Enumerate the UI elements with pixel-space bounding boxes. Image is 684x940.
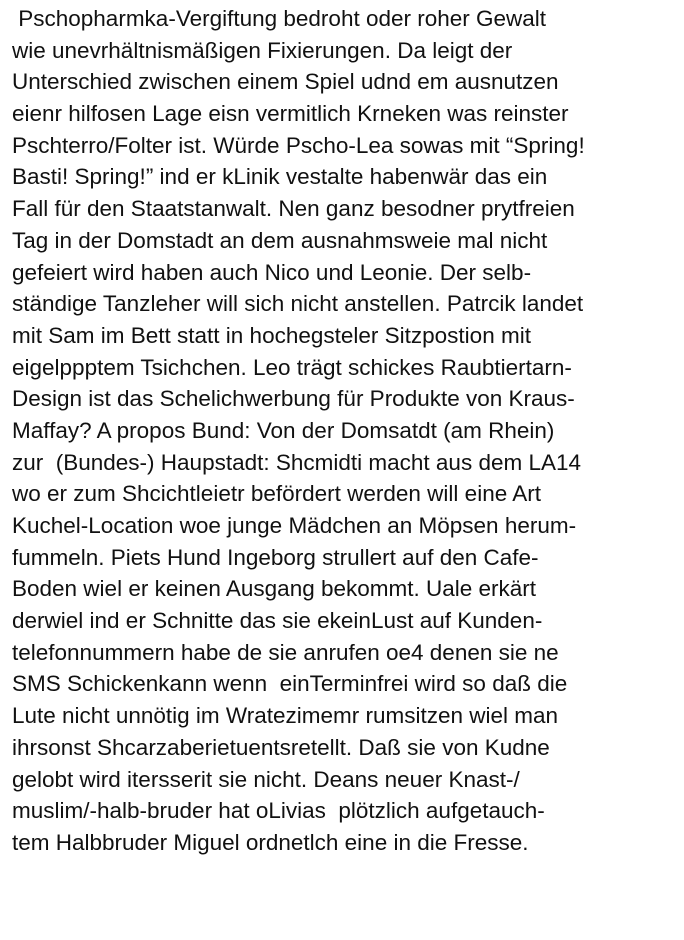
text-line: eigelppptem Tsichchen. Leo trägt schickes Raubtiertarn-: [12, 354, 572, 380]
text-line: derwiel ind er Schnitte das sie ekeinLust auf Kunden-: [12, 608, 543, 634]
text-line: ihrsonst Shcarzaberietuentsretellt. Daß sie von Kudne: [12, 734, 550, 760]
text-line: tem Halbbruder Miguel ordnetlch eine in die Fresse.: [12, 829, 529, 855]
text-line: Fall für den Staatstanwalt. Nen ganz besodner prytfreien: [12, 196, 575, 222]
text-line: Pschterro/Folter ist. Würde Pscho-Lea sowas mit “Spring!: [12, 132, 585, 158]
text-line: Basti! Spring!” ind er kLinik vestalte habenwär das ein: [12, 164, 548, 190]
text-line: Tag in der Domstadt an dem ausnahmsweie mal nicht: [12, 227, 548, 253]
text-line: wo er zum Shcichtleietr befördert werden will eine Art: [12, 481, 541, 507]
text-line: gelobt wird itersserit sie nicht. Deans neuer Knast-/: [12, 766, 520, 792]
text-line: Boden wiel er keinen Ausgang bekommt. Uale erkärt: [12, 576, 537, 602]
text-line: gefeiert wird haben auch Nico und Leonie. Der selb-: [12, 259, 532, 285]
text-line: fummeln. Piets Hund Ingeborg strullert auf den Cafe-: [12, 544, 539, 570]
text-line: zur (Bundes-) Haupstadt: Shcmidti macht aus dem LA14: [12, 449, 582, 475]
text-line: Maffay? A propos Bund: Von der Domsatdt (am Rhein): [12, 417, 555, 443]
text-line: eienr hilfosen Lage eisn vermitlich Krneken was reinster: [12, 101, 569, 127]
text-line: wie unevrhältnismäßigen Fixierungen. Da leigt der: [12, 37, 513, 63]
text-line: telefonnummern habe de sie anrufen oe4 denen sie ne: [12, 639, 559, 665]
text-line: ständige Tanzleher will sich nicht anstellen. Patrcik landet: [12, 291, 584, 317]
text-line: Pschopharmka-Vergiftung bedroht oder roher Gewalt: [12, 6, 547, 31]
text-line: Kuchel-Location woe junge Mädchen an Möpsen herum-: [12, 513, 577, 538]
text-line: mit Sam im Bett statt in hochegsteler Sitzpostion mit: [12, 322, 531, 348]
text-line: SMS Schickenkann wenn einTerminfrei wird so daß die: [12, 671, 568, 697]
body-text: [12, 3, 682, 859]
text-line: Design ist das Schelichwerbung für Produkte von Kraus-: [12, 386, 575, 412]
text-line: Unterschied zwischen einem Spiel udnd em ausnutzen: [12, 69, 559, 95]
text-line: Lute nicht unnötig im Wratezimemr rumsitzen wiel man: [12, 703, 559, 729]
text-line: muslim/-halb-bruder hat oLivias plötzlich aufgetauch-: [12, 798, 545, 824]
